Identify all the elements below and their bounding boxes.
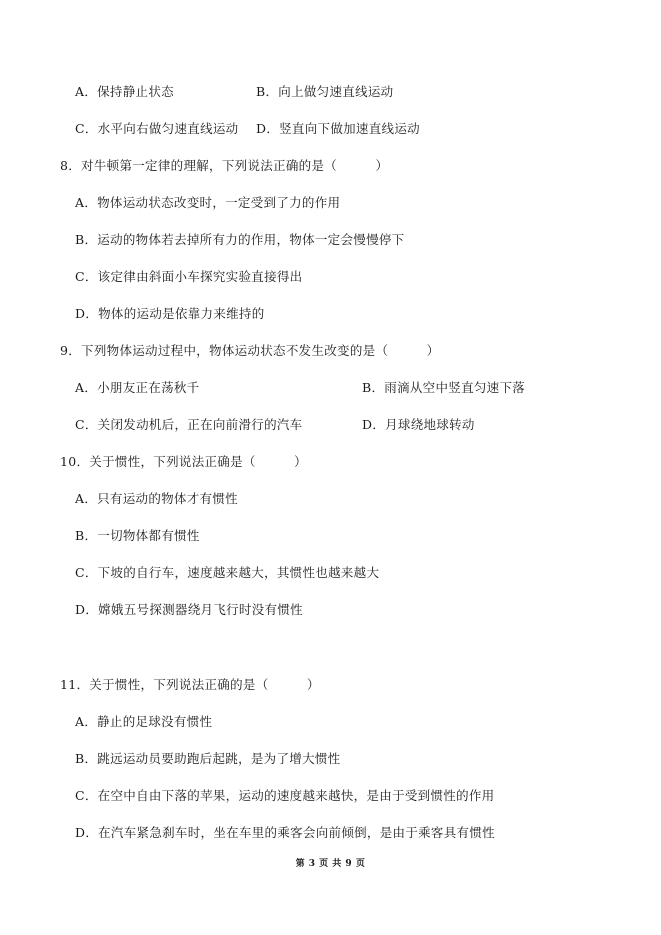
q7-option-d: D．竖直向下做加速直线运动 xyxy=(256,121,420,136)
q7-option-a: A．保持静止状态 xyxy=(75,84,174,99)
q10-option-b: B．一切物体都有惯性 xyxy=(75,528,200,543)
q10-option-a: A．只有运动的物体才有惯性 xyxy=(75,491,238,506)
q9-option-d: D．月球绕地球转动 xyxy=(362,417,475,432)
q8-option-b: B．运动的物体若去掉所有力的作用，物体一定会慢慢停下 xyxy=(75,232,405,247)
q8-option-d: D．物体的运动是依靠力来维持的 xyxy=(75,306,265,321)
q8-option-a: A．物体运动状态改变时，一定受到了力的作用 xyxy=(75,195,341,210)
q9-option-a: A．小朋友正在荡秋千 xyxy=(75,380,200,395)
q8-stem: 8．对牛顿第一定律的理解，下列说法正确的是（ ） xyxy=(60,158,389,173)
page-number-footer: 第 3 页 共 9 页 xyxy=(295,859,366,869)
q8-option-c: C．该定律由斜面小车探究实验直接得出 xyxy=(75,269,303,284)
q11-option-a: A．静止的足球没有惯性 xyxy=(75,714,213,729)
q11-option-b: B．跳远运动员要助跑后起跳，是为了增大惯性 xyxy=(75,751,341,766)
q7-option-b: B．向上做匀速直线运动 xyxy=(256,84,394,99)
q10-option-c: C．下坡的自行车，速度越来越大，其惯性也越来越大 xyxy=(75,565,380,580)
q10-option-d: D．嫦娥五号探测器绕月飞行时没有惯性 xyxy=(75,602,303,617)
q7-option-c: C．水平向右做匀速直线运动 xyxy=(75,121,239,136)
q10-stem: 10．关于惯性，下列说法正确是（ ） xyxy=(60,454,307,469)
q9-option-b: B．雨滴从空中竖直匀速下落 xyxy=(362,380,526,395)
q9-stem: 9．下列物体运动过程中，物体运动状态不发生改变的是（ ） xyxy=(60,343,440,358)
q11-stem: 11．关于惯性，下列说法正确的是（ ） xyxy=(60,677,320,692)
q11-option-c: C．在空中自由下落的苹果，运动的速度越来越快，是由于受到惯性的作用 xyxy=(75,788,495,803)
q9-option-c: C．关闭发动机后，正在向前滑行的汽车 xyxy=(75,417,303,432)
q11-option-d: D．在汽车紧急刹车时，坐在车里的乘客会向前倾倒，是由于乘客具有惯性 xyxy=(75,825,495,840)
